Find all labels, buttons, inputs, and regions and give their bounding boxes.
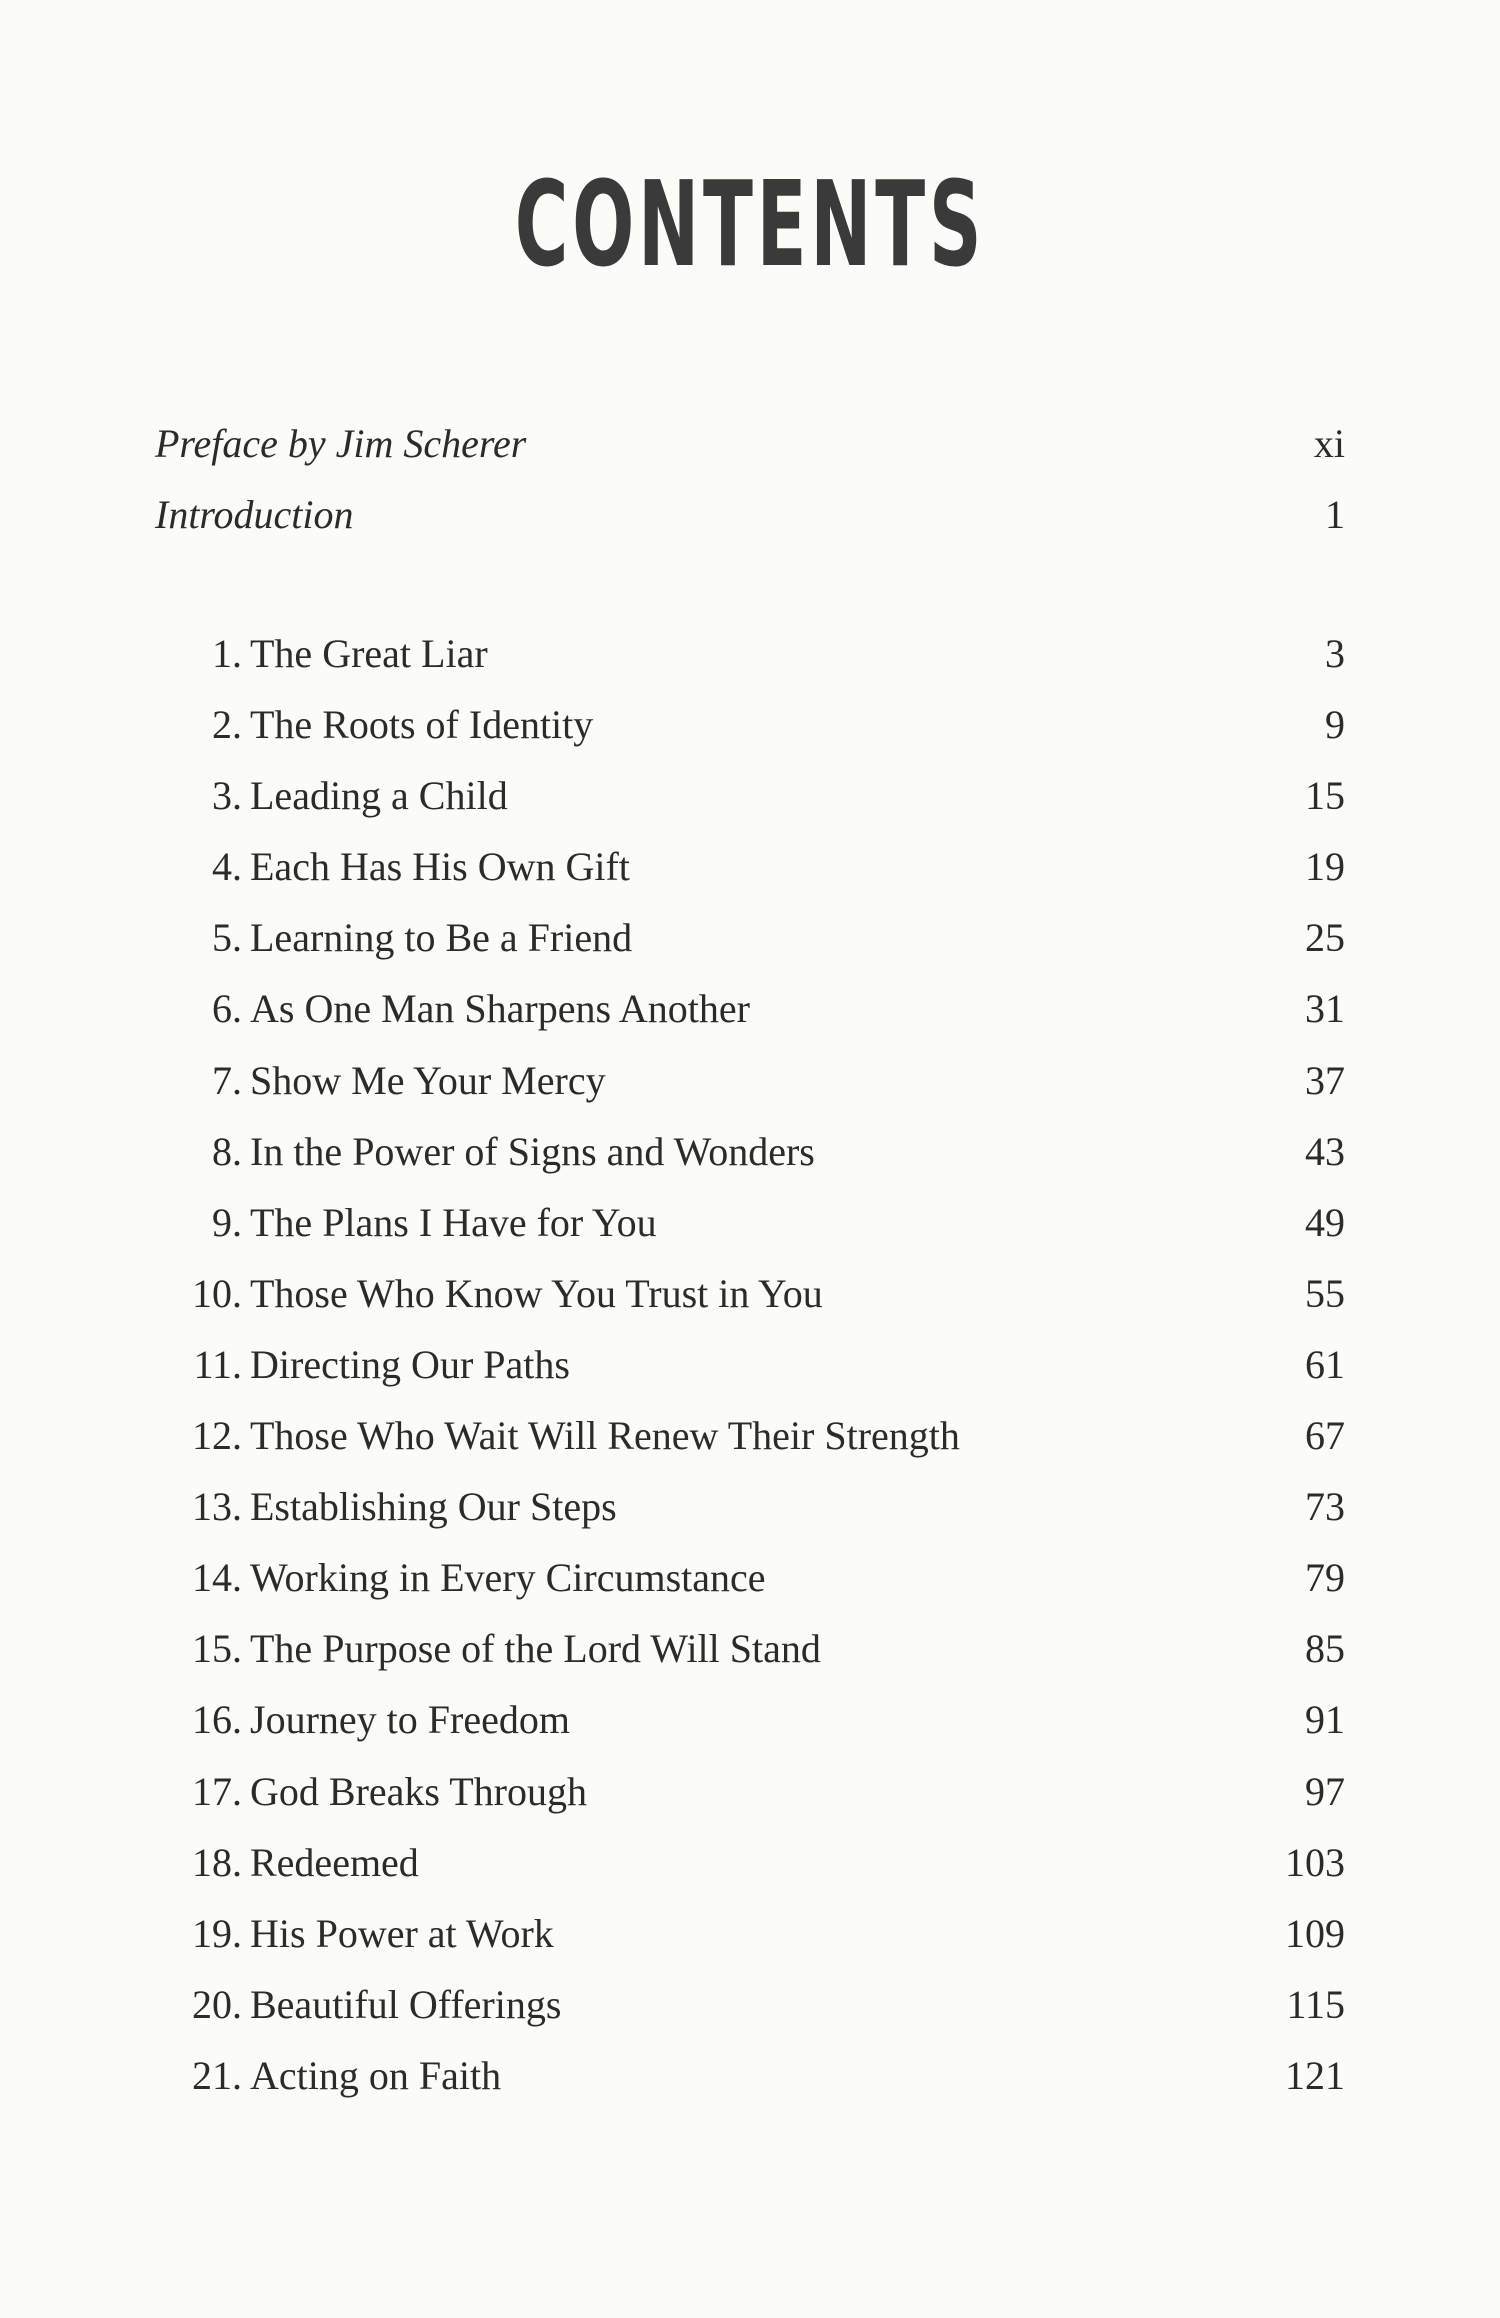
chapter-page-number: 43 bbox=[1305, 1128, 1345, 1174]
chapter-title: Show Me Your Mercy bbox=[250, 1057, 606, 1103]
chapter-page-number: 97 bbox=[1305, 1768, 1345, 1814]
chapter-title: Leading a Child bbox=[250, 773, 508, 819]
chapter-title: The Plans I Have for You bbox=[250, 1199, 657, 1245]
chapter-number: 10. bbox=[192, 1270, 242, 1316]
chapter-row bbox=[155, 1483, 1345, 1554]
chapter-page-number: 55 bbox=[1305, 1270, 1345, 1316]
front-matter-label: Introduction bbox=[155, 492, 354, 537]
chapter-title: Those Who Know You Trust in You bbox=[250, 1270, 823, 1316]
chapter-row bbox=[155, 1128, 1345, 1199]
chapter-title: Each Has His Own Gift bbox=[250, 844, 630, 890]
chapter-number: 17. bbox=[192, 1768, 242, 1814]
chapter-number: 13. bbox=[192, 1484, 242, 1530]
chapter-title: Journey to Freedom bbox=[250, 1697, 570, 1743]
chapter-number: 11. bbox=[193, 1341, 242, 1387]
chapter-row bbox=[155, 1768, 1345, 1839]
front-matter-page: 1 bbox=[1325, 492, 1345, 537]
chapter-page-number: 115 bbox=[1286, 1981, 1345, 2027]
chapter-row bbox=[155, 985, 1345, 1056]
chapter-page-number: 31 bbox=[1305, 986, 1345, 1032]
chapter-number: 3. bbox=[212, 773, 242, 819]
chapter-title: Those Who Wait Will Renew Their Strength bbox=[250, 1413, 960, 1459]
chapter-list bbox=[155, 630, 1345, 2123]
chapter-row bbox=[155, 1554, 1345, 1625]
front-matter-row bbox=[155, 420, 1345, 491]
contents-heading: CONTENTS bbox=[514, 155, 986, 293]
chapter-number: 7. bbox=[212, 1057, 242, 1103]
chapter-number: 16. bbox=[192, 1697, 242, 1743]
chapter-number: 8. bbox=[212, 1128, 242, 1174]
chapter-row bbox=[155, 772, 1345, 843]
chapter-number: 9. bbox=[212, 1199, 242, 1245]
chapter-page-number: 3 bbox=[1325, 631, 1345, 676]
chapter-row bbox=[155, 630, 1345, 701]
chapter-row bbox=[155, 1270, 1345, 1341]
chapter-page-number: 91 bbox=[1305, 1697, 1345, 1743]
chapter-title: God Breaks Through bbox=[250, 1768, 587, 1814]
chapter-page-number: 109 bbox=[1285, 1910, 1345, 1956]
chapter-row bbox=[155, 1625, 1345, 1696]
chapter-number: 6. bbox=[212, 986, 242, 1032]
chapter-page-number: 25 bbox=[1305, 915, 1345, 961]
chapter-row bbox=[155, 1981, 1345, 2052]
chapter-number: 1. bbox=[212, 631, 242, 676]
chapter-number: 21. bbox=[192, 2052, 242, 2098]
chapter-number: 2. bbox=[212, 702, 242, 748]
chapter-number: 12. bbox=[192, 1413, 242, 1459]
chapter-row bbox=[155, 1199, 1345, 1270]
chapter-page-number: 15 bbox=[1305, 773, 1345, 819]
chapter-page-number: 121 bbox=[1285, 2052, 1345, 2098]
chapter-title: Acting on Faith bbox=[250, 2052, 502, 2098]
chapter-title: Working in Every Circumstance bbox=[250, 1555, 766, 1601]
chapter-title: The Great Liar bbox=[250, 631, 488, 676]
chapter-row bbox=[155, 1696, 1345, 1767]
chapter-row bbox=[155, 914, 1345, 985]
chapter-page-number: 49 bbox=[1305, 1199, 1345, 1245]
front-matter-page: xi bbox=[1313, 421, 1345, 466]
chapter-title: In the Power of Signs and Wonders bbox=[250, 1128, 815, 1174]
chapter-page-number: 61 bbox=[1305, 1341, 1345, 1387]
front-matter-label: Preface by Jim Scherer bbox=[155, 421, 527, 466]
chapter-row bbox=[155, 1341, 1345, 1412]
chapter-row bbox=[155, 843, 1345, 914]
chapter-row bbox=[155, 1839, 1345, 1910]
front-matter-list bbox=[155, 420, 1345, 562]
chapter-page-number: 67 bbox=[1305, 1413, 1345, 1459]
chapter-title: Redeemed bbox=[250, 1839, 419, 1885]
chapter-number: 15. bbox=[192, 1626, 242, 1672]
chapter-page-number: 85 bbox=[1305, 1626, 1345, 1672]
chapter-title: His Power at Work bbox=[250, 1910, 554, 1956]
chapter-row bbox=[155, 1910, 1345, 1981]
chapter-number: 18. bbox=[192, 1839, 242, 1885]
chapter-number: 14. bbox=[192, 1555, 242, 1601]
chapter-title: The Roots of Identity bbox=[250, 702, 594, 748]
chapter-row bbox=[155, 1412, 1345, 1483]
chapter-page-number: 19 bbox=[1305, 844, 1345, 890]
chapter-page-number: 9 bbox=[1325, 702, 1345, 748]
chapter-title: Establishing Our Steps bbox=[250, 1484, 617, 1530]
chapter-row bbox=[155, 701, 1345, 772]
chapter-page-number: 73 bbox=[1305, 1484, 1345, 1530]
chapter-number: 5. bbox=[212, 915, 242, 961]
chapter-title: The Purpose of the Lord Will Stand bbox=[250, 1626, 821, 1672]
chapter-number: 19. bbox=[192, 1910, 242, 1956]
chapter-row bbox=[155, 2052, 1345, 2123]
chapter-page-number: 103 bbox=[1285, 1839, 1345, 1885]
chapter-page-number: 79 bbox=[1305, 1555, 1345, 1601]
chapter-row bbox=[155, 1057, 1345, 1128]
chapter-title: As One Man Sharpens Another bbox=[250, 986, 750, 1032]
front-matter-row bbox=[155, 491, 1345, 562]
chapter-title: Learning to Be a Friend bbox=[250, 915, 633, 961]
chapter-number: 20. bbox=[192, 1981, 242, 2027]
chapter-title: Directing Our Paths bbox=[250, 1341, 570, 1387]
chapter-number: 4. bbox=[212, 844, 242, 890]
chapter-page-number: 37 bbox=[1305, 1057, 1345, 1103]
chapter-title: Beautiful Offerings bbox=[250, 1981, 562, 2027]
